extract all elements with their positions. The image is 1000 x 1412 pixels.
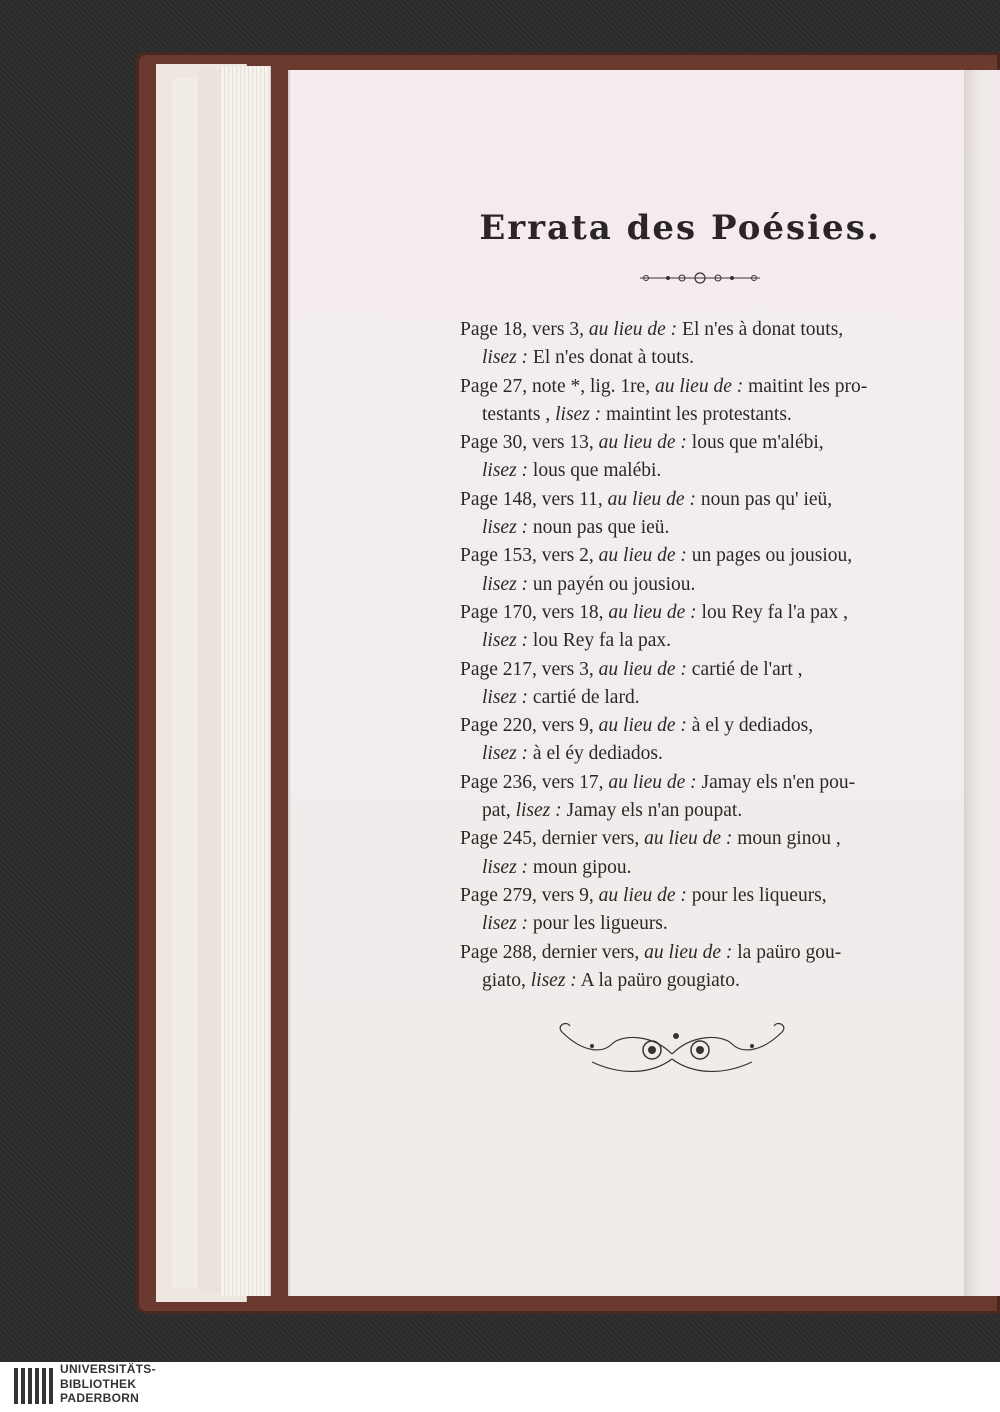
errata-text: cartié de l'art , bbox=[691, 658, 803, 680]
errata-text: testants , bbox=[482, 403, 551, 425]
errata-text: au lieu de : bbox=[598, 545, 687, 567]
library-name-line: PADERBORN bbox=[60, 1391, 140, 1405]
errata-text: Page 148, vers 11, bbox=[460, 488, 603, 510]
errata-text: moun ginou , bbox=[737, 828, 841, 850]
title-rule-ornament bbox=[640, 268, 760, 288]
errata-text: cartié de lard. bbox=[532, 686, 640, 708]
errata-text: Jamay els n'en pou- bbox=[701, 771, 856, 793]
errata-text: pour les ligueurs. bbox=[532, 913, 668, 935]
errata-text: lisez : bbox=[482, 630, 529, 652]
errata-text: maintint les protestants. bbox=[606, 403, 792, 425]
library-name-line: BIBLIOTHEK bbox=[60, 1376, 137, 1391]
errata-entry bbox=[460, 656, 935, 713]
errata-line bbox=[460, 401, 935, 429]
errata-text: au lieu de : bbox=[644, 828, 733, 850]
errata-text: lisez : bbox=[555, 403, 602, 425]
errata-text: noun pas qu' ieü, bbox=[700, 488, 833, 510]
errata-text: un pages ou jousiou, bbox=[691, 545, 853, 567]
errata-line bbox=[460, 854, 935, 882]
errata-text: Page 170, vers 18, bbox=[460, 601, 604, 623]
gutter bbox=[964, 70, 1000, 1296]
errata-entry bbox=[460, 316, 935, 373]
errata-line bbox=[460, 514, 935, 542]
errata-text: Page 18, vers 3, bbox=[460, 319, 585, 340]
errata-line bbox=[460, 684, 935, 712]
errata-text: noun pas que ieü. bbox=[532, 517, 670, 539]
errata-entry bbox=[460, 712, 935, 769]
errata-text: un payén ou jousiou. bbox=[532, 573, 696, 595]
errata-line bbox=[460, 740, 935, 768]
errata-entry bbox=[460, 599, 935, 656]
errata-entry bbox=[460, 825, 935, 882]
errata-line bbox=[460, 602, 848, 623]
errata-line bbox=[460, 627, 935, 655]
library-name bbox=[60, 1362, 156, 1406]
errata-text: lisez : bbox=[482, 347, 529, 369]
errata-line bbox=[460, 885, 827, 906]
errata-text: au lieu de : bbox=[608, 771, 697, 793]
errata-text: Page 288, dernier vers, bbox=[460, 941, 640, 963]
errata-line bbox=[460, 659, 803, 680]
errata-text: Page 153, vers 2, bbox=[460, 545, 594, 567]
errata-text: giato, bbox=[482, 969, 526, 991]
errata-line bbox=[460, 319, 843, 340]
errata-text: Page 30, vers 13, bbox=[460, 432, 594, 454]
errata-text: au lieu de : bbox=[598, 658, 687, 680]
errata-line bbox=[460, 942, 841, 963]
errata-text: la paüro gou- bbox=[737, 941, 842, 963]
errata-entry bbox=[460, 939, 935, 996]
errata-text: pat, bbox=[482, 800, 511, 822]
errata-line bbox=[460, 967, 935, 995]
errata-text: lous que m'alébi, bbox=[691, 432, 824, 454]
errata-text: au lieu de : bbox=[598, 884, 687, 906]
errata-entry bbox=[460, 373, 935, 430]
errata-text: au lieu de : bbox=[608, 601, 697, 623]
errata-line bbox=[460, 715, 813, 736]
page-stack bbox=[220, 66, 271, 1296]
errata-line bbox=[460, 432, 824, 453]
errata-entry bbox=[460, 769, 935, 826]
errata-line bbox=[460, 376, 867, 397]
errata-line bbox=[460, 828, 841, 849]
errata-text: lisez : bbox=[482, 743, 529, 765]
errata-text: au lieu de : bbox=[598, 715, 687, 737]
errata-text: A la paüro gougiato. bbox=[580, 969, 740, 991]
errata-line bbox=[460, 797, 935, 825]
errata-text: Page 245, dernier vers, bbox=[460, 828, 640, 850]
errata-text: au lieu de : bbox=[588, 319, 678, 340]
tailpiece-ornament bbox=[552, 1014, 792, 1082]
errata-text: au lieu de : bbox=[598, 432, 687, 454]
errata-entry bbox=[460, 486, 935, 543]
errata-text: lou Rey fa la pax. bbox=[532, 630, 672, 652]
errata-line bbox=[460, 910, 935, 938]
errata-text: maitint les pro- bbox=[748, 375, 868, 397]
errata-text: lisez : bbox=[482, 686, 529, 708]
errata-line bbox=[460, 571, 935, 599]
errata-entry bbox=[460, 542, 935, 599]
errata-text: moun gipou. bbox=[532, 856, 632, 878]
page-title: Errata des Poésies. bbox=[479, 208, 881, 248]
errata-text: lou Rey fa l'a pax , bbox=[701, 601, 849, 623]
errata-text: Page 236, vers 17, bbox=[460, 771, 604, 793]
errata-text: Page 27, note *, lig. 1re, bbox=[460, 375, 651, 397]
errata-text: lisez : bbox=[482, 573, 529, 595]
errata-text: au lieu de : bbox=[644, 941, 733, 963]
errata-entry bbox=[460, 429, 935, 486]
errata-text: Jamay els n'an poupat. bbox=[566, 800, 743, 822]
errata-text: lisez : bbox=[482, 517, 529, 539]
errata-line bbox=[460, 457, 935, 485]
errata-text: lisez : bbox=[515, 800, 562, 822]
errata-text: Page 220, vers 9, bbox=[460, 715, 594, 737]
errata-text: au lieu de : bbox=[654, 375, 744, 397]
errata-line bbox=[460, 545, 852, 566]
errata-line bbox=[460, 344, 935, 372]
errata-text: à el y dediados, bbox=[691, 715, 814, 737]
errata-line bbox=[460, 489, 832, 510]
errata-text: lisez : bbox=[482, 460, 529, 482]
errata-line bbox=[460, 772, 855, 793]
library-name-line: UNIVERSITÄTS- bbox=[60, 1362, 156, 1376]
errata-text: lisez : bbox=[482, 856, 529, 878]
errata-text: El n'es donat à touts. bbox=[532, 347, 695, 369]
errata-text: lisez : bbox=[482, 913, 529, 935]
errata-list bbox=[460, 316, 935, 995]
errata-text: lisez : bbox=[530, 969, 577, 991]
library-logo-icon bbox=[12, 1364, 56, 1408]
errata-text: au lieu de : bbox=[607, 488, 696, 510]
errata-text: à el éy dediados. bbox=[532, 743, 663, 765]
errata-entry bbox=[460, 882, 935, 939]
errata-text: Page 279, vers 9, bbox=[460, 884, 594, 906]
errata-text: pour les liqueurs, bbox=[691, 884, 827, 906]
errata-text: lous que malébi. bbox=[532, 460, 662, 482]
errata-text: El n'es à donat touts, bbox=[682, 319, 844, 340]
errata-text: Page 217, vers 3, bbox=[460, 658, 594, 680]
